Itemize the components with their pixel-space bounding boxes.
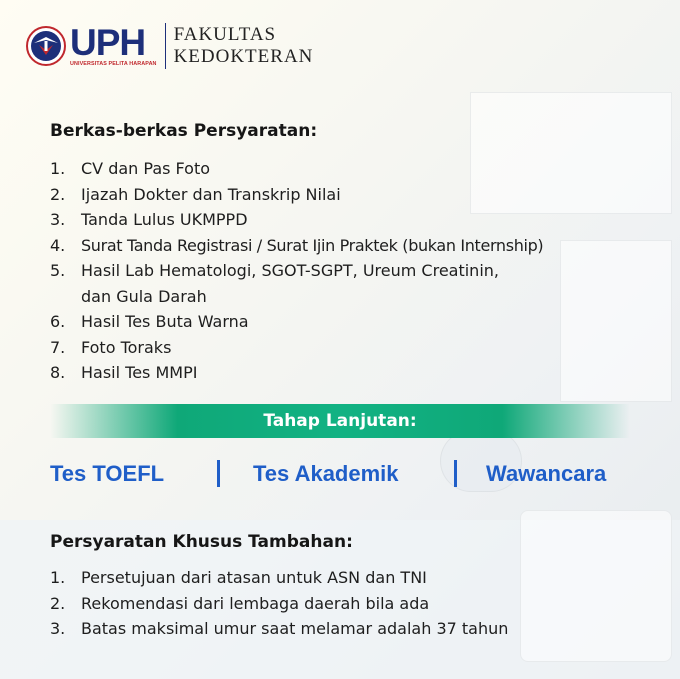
next-stage-banner [50,404,630,438]
list-item [50,335,543,361]
special-requirements-title: Persyaratan Khusus Tambahan: [50,532,353,552]
item-number: 3. [50,619,66,638]
item-text: Surat Tanda Registrasi / Surat Ijin Praktek (bukan Internship) [81,235,544,255]
item-text: Hasil Tes Buta Warna [81,312,249,331]
item-text: Foto Toraks [81,337,172,357]
step-wawancara: Wawancara [486,461,607,486]
item-number-spacer [50,284,81,310]
list-item [50,616,508,642]
item-number: 8. [50,363,66,382]
list-item [50,182,543,208]
item-text: Rekomendasi dari lembaga daerah bila ada [81,593,430,613]
list-item [50,233,543,259]
faculty-line-1: FAKULTAS [173,24,277,45]
next-stage-title: Tahap Lanjutan: [263,411,417,431]
brand-block [70,21,157,67]
item-text: Ijazah Dokter dan Transkrip Nilai [81,184,341,204]
item-number: 2. [50,184,66,204]
faculty-line-2: KEDOKTERAN [173,46,314,67]
item-number: 1. [50,568,66,587]
brand-name: UPH [70,21,146,63]
item-text: Tanda Lulus UKMPPD [81,210,248,229]
item-number: 4. [50,235,66,255]
step-separator [454,460,457,487]
step-separator [217,460,220,487]
item-text: dan Gula Darah [81,286,207,306]
background-cabinet [560,240,672,402]
header-divider [165,23,166,69]
item-number: 6. [50,312,66,331]
item-text: Persetujuan dari atasan untuk ASN dan TNI [81,568,427,587]
list-item [50,591,508,617]
uph-crest-icon [26,26,66,66]
list-item [50,207,543,233]
list-item [50,258,543,284]
item-number: 1. [50,159,66,178]
requirements-list [50,156,543,386]
header-logo [26,21,313,71]
faculty-name [174,24,314,68]
background-equipment [520,510,672,662]
list-item [50,309,543,335]
list-item-continuation [50,284,543,310]
item-number: 2. [50,593,66,613]
item-number: 5. [50,261,66,280]
item-text: Batas maksimal umur saat melamar adalah 37 tahun [81,619,509,638]
item-number: 7. [50,337,66,357]
brand-subtitle: UNIVERSITAS PELITA HARAPAN [70,60,157,67]
item-text: CV dan Pas Foto [81,159,211,178]
item-text: Hasil Tes MMPI [81,363,198,382]
item-number: 3. [50,210,66,229]
list-item [50,565,508,591]
list-item [50,156,543,182]
list-item [50,360,543,386]
step-akademik: Tes Akademik [253,461,399,486]
next-stage-steps [50,458,640,490]
item-text: Hasil Lab Hematologi, SGOT-SGPT, Ureum Creatinin, [81,261,499,280]
requirements-title: Berkas-berkas Persyaratan: [50,121,318,141]
special-requirements-list [50,565,508,642]
step-toefl: Tes TOEFL [50,461,165,486]
